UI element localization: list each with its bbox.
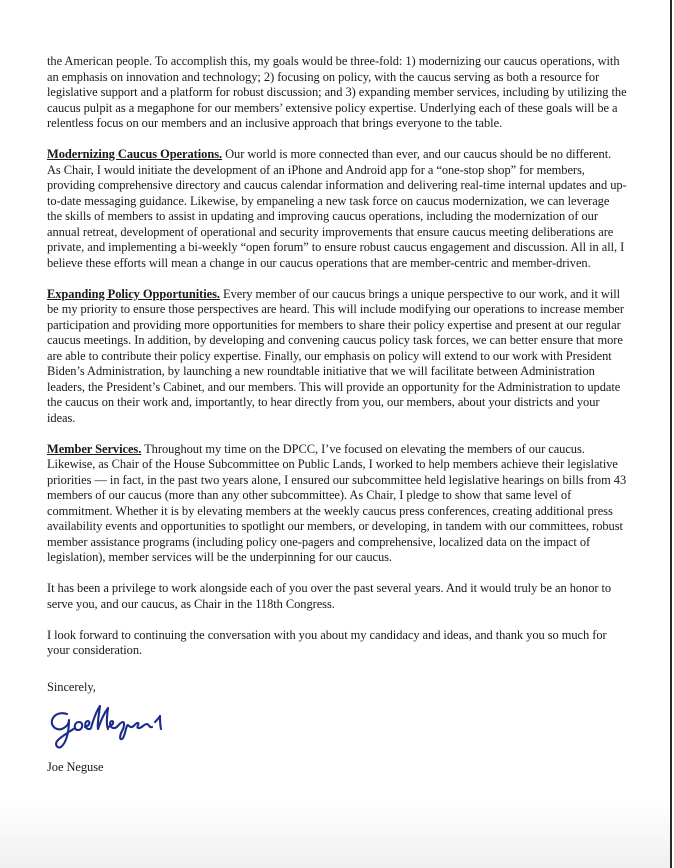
signer-name: Joe Neguse <box>47 760 104 774</box>
section-heading: Expanding Policy Opportunities. <box>47 286 220 301</box>
section-body: Every member of our caucus brings a unique perspective to our work, and it will be my priority to ensure those perspectives are heard. This will include modifying our operations to increase member participation and providing more opportunities for members to share their policy expertise and present at our regular caucus meetings. In addition, by developing and convening caucus policy task forces, we can better ensure that more are able to contribute their policy expertise. Finally, our emphasis on policy will extend to our work with President Biden’s Administration, by launching a new roundtable initiative that we will facilitate between Administration leaders, the President’s Cabinet, and our members. This will provide an opportunity for the Administration to update the caucus on their work and, importantly, to hear directly from you, our members, about your districts and your ideas. <box>47 286 624 425</box>
signature-image <box>45 700 195 750</box>
section-body: Throughout my time on the DPCC, I’ve focused on elevating the members of our caucus. Likewise, as Chair of the House Subcommittee on Public Lands, I worked to help members achieve their legislative priorities — in fact, in the past two years alone, I ensured our subcommittee held legislative hearings on bills from 43 members of our caucus (more than any other subcommittee). As Chair, I pledge to show that same level of commitment. Whether it is by elevating members at the weekly caucus press conferences, creating additional press availability events and opportunities to spotlight our members, or developing, in tandem with our committees, robust member assistance programs (including policy one-pagers and comprehensive, localized data on the impact of legislation), member services will be the underpinning for our caucus. <box>47 441 627 564</box>
privilege-paragraph: It has been a privilege to work alongside each of you over the past several years. And it would truly be an honor to serve you, and our caucus, as Chair in the 118th Congress. <box>47 581 612 611</box>
intro-paragraph: the American people. To accomplish this, my goals would be three-fold: 1) modernizing our caucus operations, with an emphasis on innovation and technology; 2) focusing on policy, with the caucus serving as both a resource for legislative support and a platform for robust discussion; and 3) expanding member services, including by utilizing the caucus pulpit as a megaphone for our members’ extensive policy expertise. Underlying each of these goals will be a relentless focus on our members and an inclusive approach that brings everyone to the table. <box>47 54 627 130</box>
section-body: Our world is more connected than ever, and our caucus should be no different. As Chair, I would initiate the development of an iPhone and Android app for a “one-stop shop” for members, providing comprehensive directory and caucus calendar information and delivering real-time internal updates and up-to-date messaging guidance. Likewise, by empaneling a new task force on caucus modernization, we can leverage the skills of members to assist in updating and improving caucus operations, including the modernization of our annual retreat, development of operational and security improvements that ensure caucus meeting deliberations are private, and implementing a bi-weekly “open forum” to ensure robust caucus engagement and discussion. All in all, I believe these efforts will mean a change in our caucus operations that are member-centric and member-driven. <box>47 147 627 270</box>
section-member-services <box>47 442 627 566</box>
letter-body <box>47 54 627 776</box>
section-heading: Modernizing Caucus Operations. <box>47 147 223 161</box>
section-expanding-policy-opportunities <box>47 287 627 427</box>
thanks-paragraph: I look forward to continuing the conversation with you about my candidacy and ideas, and thank you so much for your consideration. <box>47 627 607 657</box>
section-heading: Member Services. <box>47 441 142 456</box>
closing-salutation: Sincerely, <box>47 679 96 694</box>
section-modernizing-caucus-operations <box>47 147 627 271</box>
